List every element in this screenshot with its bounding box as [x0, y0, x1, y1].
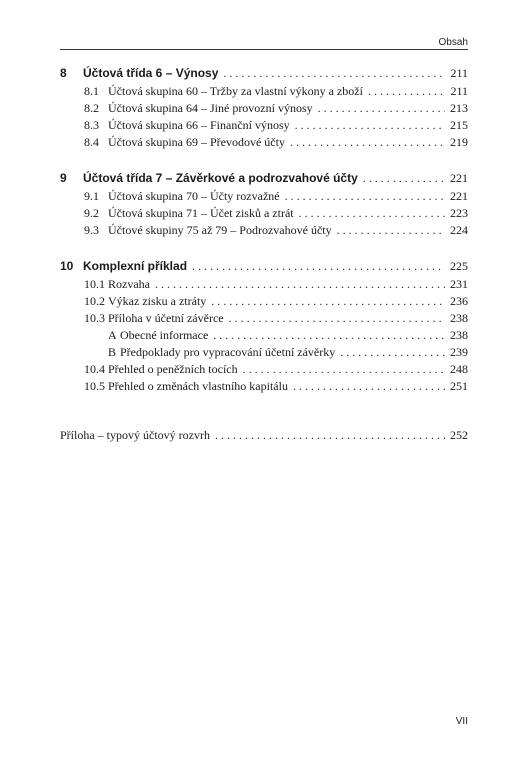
page-number: 251 — [450, 379, 468, 393]
section-number: 9.2 — [84, 206, 99, 220]
section-number: 10.4 — [84, 362, 105, 376]
dot-leader — [293, 379, 445, 394]
page-number: 215 — [450, 118, 468, 132]
section-number: 9.3 — [84, 223, 99, 237]
dot-leader — [192, 259, 445, 274]
toc-section[interactable] — [60, 118, 468, 135]
page-number: 252 — [450, 428, 468, 442]
section-number: 10.2 — [84, 294, 105, 308]
toc-section[interactable] — [60, 311, 468, 328]
section-title: Účtové skupiny 75 až 79 – Podrozvahové účty — [108, 223, 332, 237]
running-title: Obsah — [438, 37, 468, 48]
dot-leader — [215, 428, 445, 443]
chapter-number: 9 — [60, 171, 67, 185]
section-title: Účtová skupina 60 – Tržby za vlastní výkony a zboží — [108, 84, 363, 98]
page-number: 239 — [450, 345, 468, 359]
dot-leader — [295, 118, 445, 133]
toc-subsection[interactable] — [60, 345, 468, 362]
dot-leader — [290, 135, 445, 150]
toc-section[interactable] — [60, 84, 468, 101]
section-number: 8.3 — [84, 118, 99, 132]
dot-leader — [243, 362, 445, 377]
dot-leader — [368, 84, 445, 99]
header-rule — [60, 49, 468, 50]
toc-section[interactable] — [60, 101, 468, 118]
section-title: Účtová skupina 64 – Jiné provozní výnosy — [108, 101, 313, 115]
section-number: 8.2 — [84, 101, 99, 115]
page-number: 224 — [450, 223, 468, 237]
section-title: Účtová skupina 66 – Finanční výnosy — [108, 118, 290, 132]
toc-section[interactable] — [60, 277, 468, 294]
section-title: Přehled o změnách vlastního kapitálu — [108, 379, 288, 393]
page-number: 225 — [450, 259, 468, 273]
page-number: 236 — [450, 294, 468, 308]
subsection-letter: B — [108, 345, 117, 359]
section-title: Účtová skupina 71 – Účet zisků a ztrát — [108, 206, 294, 220]
page-number: 213 — [450, 101, 468, 115]
section-number: 10.5 — [84, 379, 105, 393]
appendix-title: Příloha – typový účtový rozvrh — [60, 428, 210, 442]
section-title: Příloha v účetní závěrce — [108, 311, 224, 325]
toc-subsection[interactable] — [60, 328, 468, 345]
section-number: 8.1 — [84, 84, 99, 98]
dot-leader — [363, 171, 445, 186]
toc-chapter-8[interactable] — [60, 66, 468, 84]
page-number: 223 — [450, 206, 468, 220]
page-folio: VII — [455, 716, 468, 727]
dot-leader — [229, 311, 445, 326]
dot-leader — [318, 101, 445, 116]
page-number: 248 — [450, 362, 468, 376]
dot-leader — [211, 294, 445, 309]
page-number: 231 — [450, 277, 468, 291]
table-of-contents — [60, 66, 468, 445]
subsection-letter: A — [108, 328, 117, 342]
section-number: 9.1 — [84, 189, 99, 203]
chapter-number: 8 — [60, 66, 67, 80]
section-title: Účtová skupina 70 – Účty rozvažné — [108, 189, 280, 203]
subsection-title: Předpoklady pro vypracování účetní závěrky — [120, 345, 336, 359]
toc-chapter-9[interactable] — [60, 171, 468, 189]
dot-leader — [155, 277, 445, 292]
toc-chapter-10[interactable] — [60, 259, 468, 277]
toc-section[interactable] — [60, 362, 468, 379]
section-number: 10.3 — [84, 311, 105, 325]
dot-leader — [213, 328, 445, 343]
spacer — [60, 240, 468, 259]
dot-leader — [223, 66, 445, 81]
section-title: Rozvaha — [108, 277, 150, 291]
page-number: 211 — [450, 84, 468, 98]
page-number: 221 — [450, 189, 468, 203]
dot-leader — [285, 189, 445, 204]
page-number: 238 — [450, 311, 468, 325]
page-number: 219 — [450, 135, 468, 149]
subsection-title: Obecné informace — [120, 328, 209, 342]
toc-section[interactable] — [60, 223, 468, 240]
section-title: Přehled o peněžních tocích — [108, 362, 238, 376]
toc-appendix[interactable] — [60, 428, 468, 445]
chapter-title: Komplexní příklad — [83, 259, 188, 273]
chapter-number: 10 — [60, 259, 74, 273]
toc-section[interactable] — [60, 294, 468, 311]
toc-section[interactable] — [60, 206, 468, 223]
dot-leader — [337, 223, 445, 238]
section-number: 10.1 — [84, 277, 105, 291]
spacer — [60, 396, 468, 428]
section-title: Výkaz zisku a ztráty — [108, 294, 207, 308]
dot-leader — [299, 206, 445, 221]
toc-section[interactable] — [60, 379, 468, 396]
toc-section[interactable] — [60, 135, 468, 152]
toc-section[interactable] — [60, 189, 468, 206]
section-number: 8.4 — [84, 135, 99, 149]
page-number: 238 — [450, 328, 468, 342]
dot-leader — [340, 345, 445, 360]
section-title: Účtová skupina 69 – Převodové účty — [108, 135, 285, 149]
chapter-title: Účtová třída 7 – Závěrkové a podrozvahové účty — [83, 171, 358, 185]
chapter-title: Účtová třída 6 – Výnosy — [83, 66, 219, 80]
spacer — [60, 152, 468, 171]
page-number: 221 — [450, 171, 468, 185]
page-number: 211 — [450, 66, 468, 80]
